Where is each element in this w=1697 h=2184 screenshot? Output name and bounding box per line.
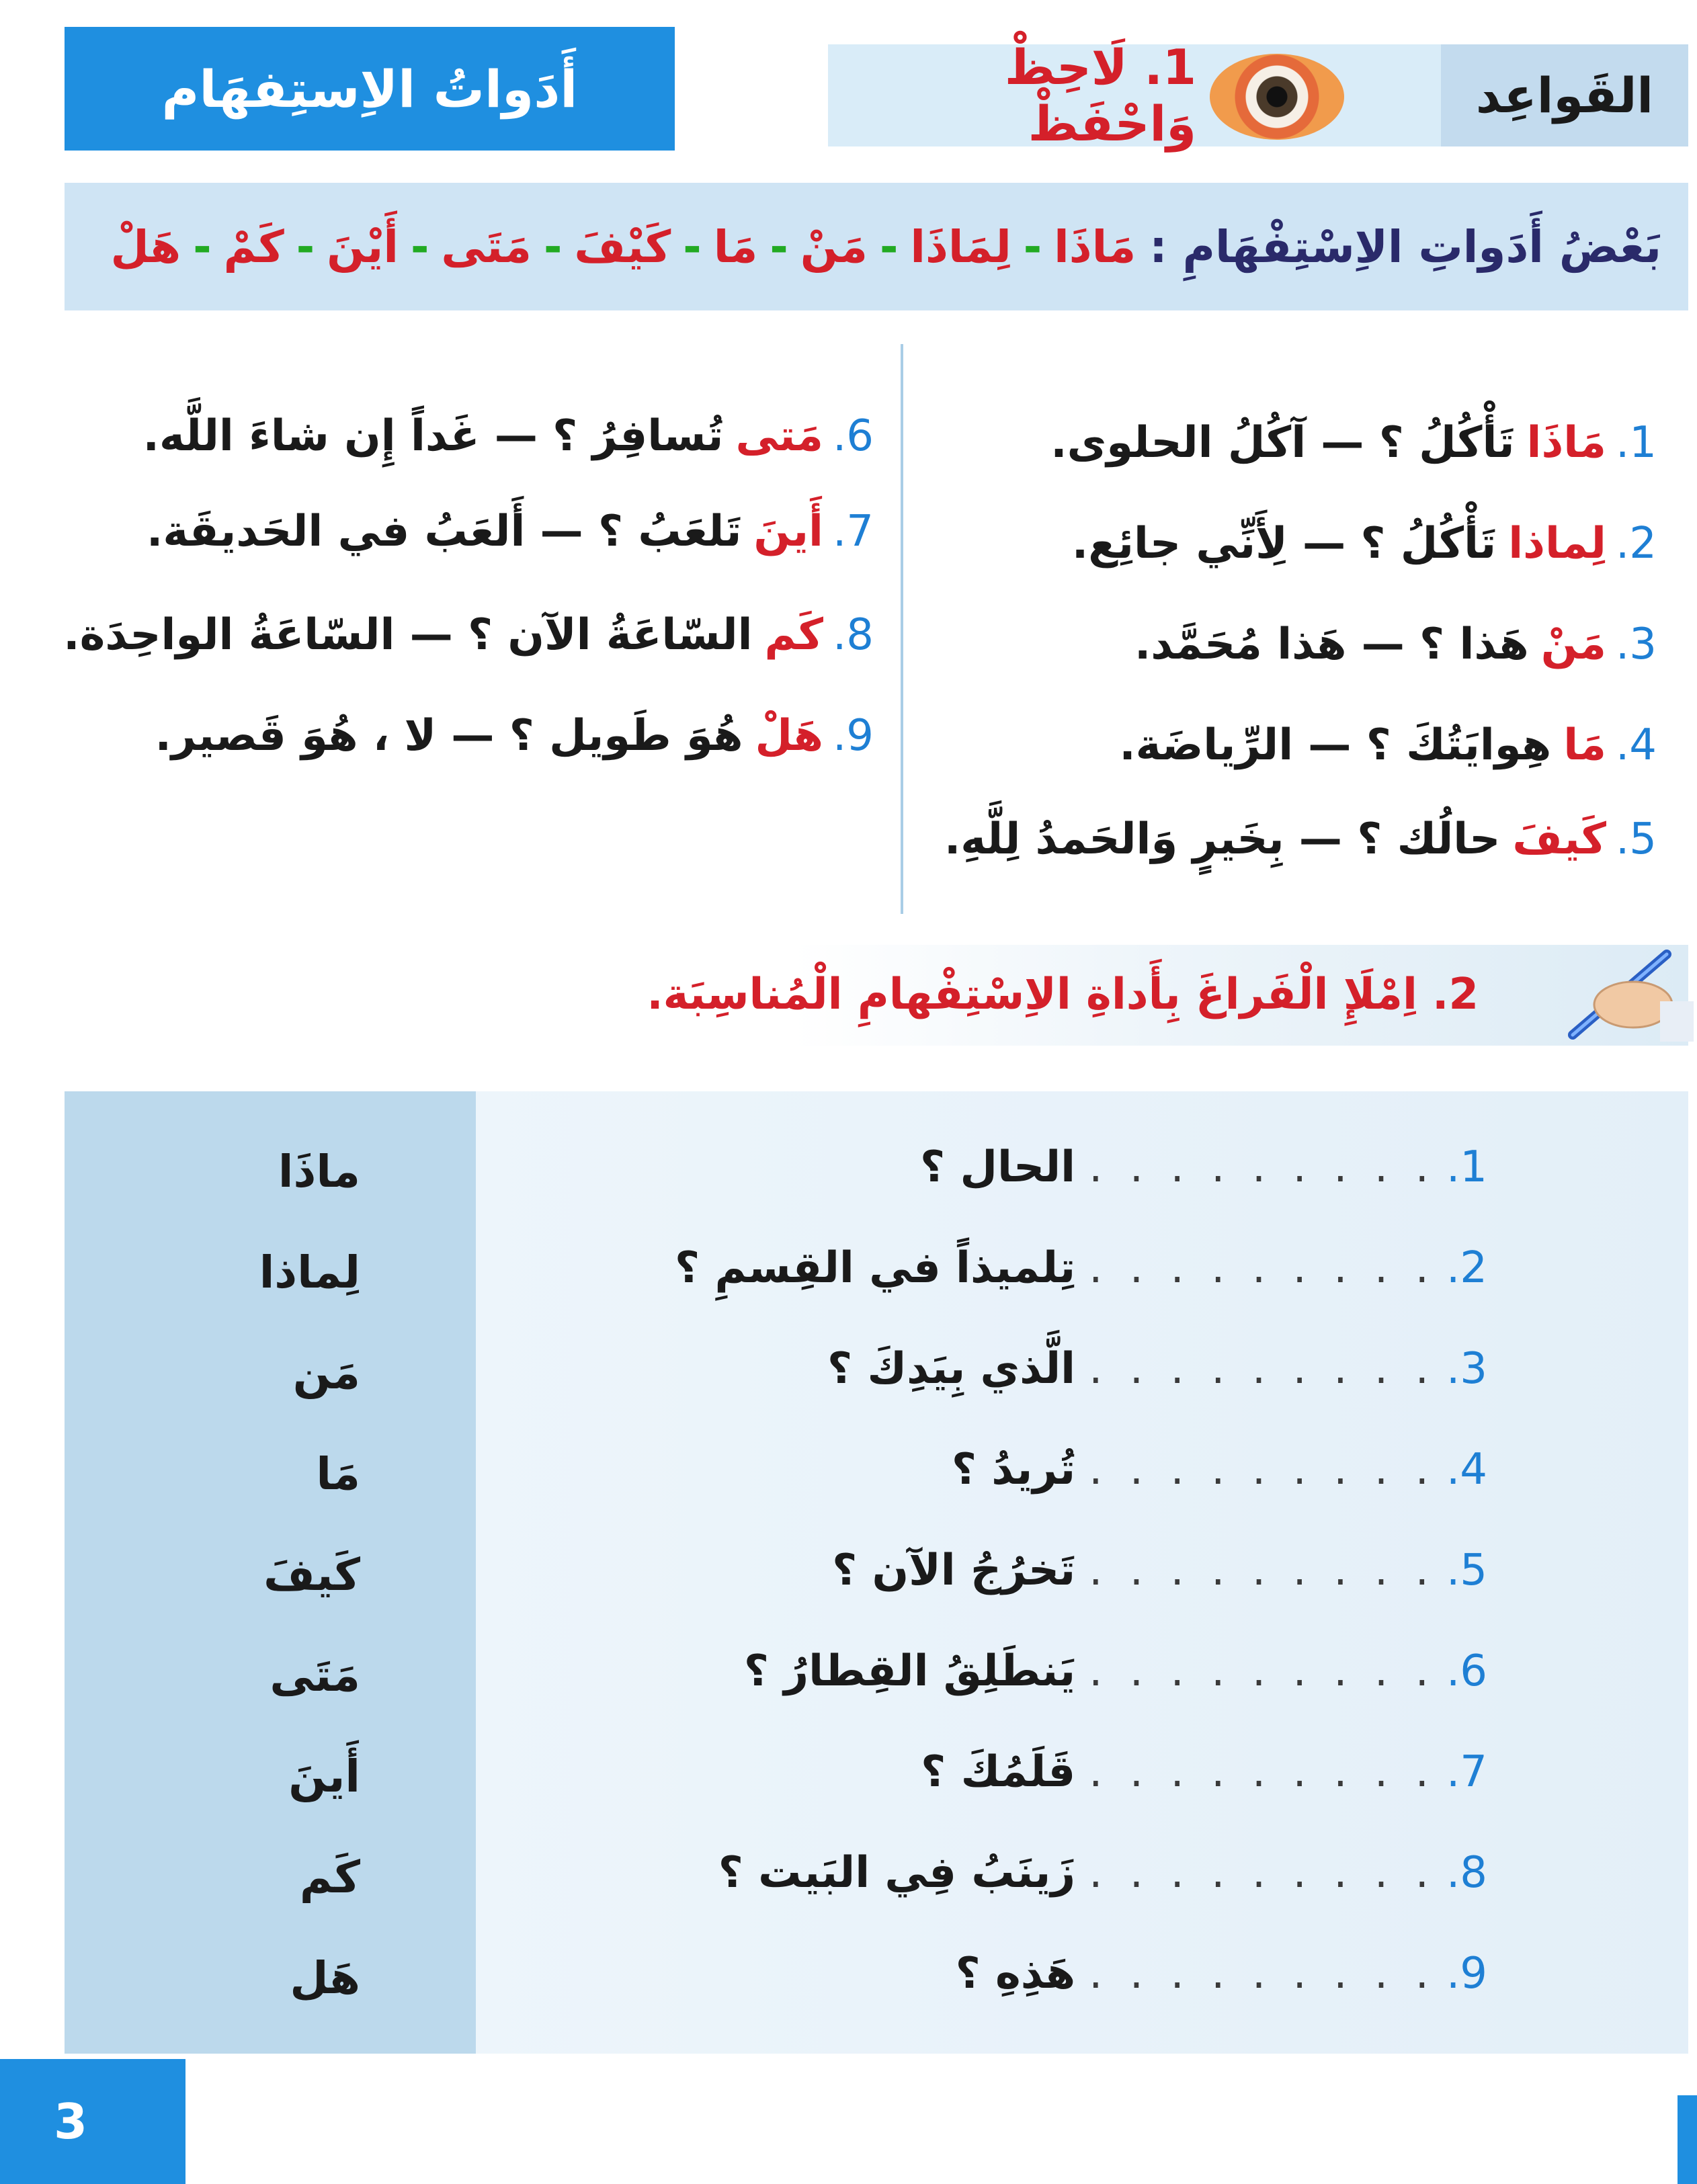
- banner-separator: -: [296, 220, 315, 273]
- word-bank-item: مَتَى: [270, 1649, 360, 1702]
- exercise-question: [744, 1634, 1487, 1708]
- question-text: تَخرُجُ الآن ؟: [832, 1546, 1076, 1595]
- blank-dots[interactable]: . . . . . . . . .: [1089, 1646, 1436, 1696]
- pencil-hand-icon: [1532, 941, 1694, 1048]
- example-question-word: مَاذَا: [1526, 418, 1606, 468]
- exercise-question: [827, 1332, 1487, 1406]
- word-bank-item: كَم: [299, 1851, 360, 1903]
- banner-word: كَمْ: [223, 220, 284, 273]
- banner-separator: -: [683, 220, 702, 273]
- question-number: 2.: [1446, 1243, 1487, 1293]
- banner-separator: -: [770, 220, 788, 273]
- banner-separator: -: [1023, 220, 1042, 273]
- exercise-question: [952, 1433, 1487, 1507]
- example-number: 1.: [1615, 418, 1657, 468]
- banner-separator: -: [410, 220, 429, 273]
- question-number: 1.: [1446, 1142, 1487, 1192]
- question-number: 3.: [1446, 1344, 1487, 1394]
- example-number: 7.: [832, 507, 874, 556]
- example-number: 5.: [1615, 814, 1657, 864]
- banner-word: مَتَى: [441, 220, 532, 273]
- example-text: هَذا ؟ — هَذا مُحَمَّد.: [1134, 620, 1529, 669]
- page-edge-tab: [1678, 2095, 1697, 2184]
- word-bank-item: أَينَ: [288, 1750, 360, 1802]
- example-question-word: هَلْ: [755, 711, 823, 761]
- example-number: 9.: [832, 711, 874, 761]
- section2-title: 2. اِمْلَإِ الْفَراغَ بِأَداةِ الاِسْتِفْهامِ الْمُناسِبَة.: [647, 970, 1479, 1019]
- question-number: 4.: [1446, 1445, 1487, 1495]
- example-number: 3.: [1615, 620, 1657, 669]
- example-text: تَأْكُلُ ؟ — آكُلُ الحلوى.: [1050, 418, 1515, 468]
- example-text: تَأْكُلُ ؟ — لِأَنِّي جائِع.: [1071, 519, 1497, 569]
- rules-label: القَواعِد: [1441, 44, 1688, 146]
- example-text: حالُك ؟ — بِخَيرٍ وَالحَمدُ لِلَّهِ.: [944, 814, 1501, 864]
- banner-word: أَيْنَ: [327, 220, 399, 273]
- banner-word: هَلْ: [110, 220, 181, 273]
- example-text: هِوايَتُكَ ؟ — الرِّياضَة.: [1119, 720, 1552, 770]
- example-number: 6.: [832, 411, 874, 461]
- question-text: الحال ؟: [920, 1142, 1076, 1192]
- example-text: السّاعَةُ الآن ؟ — السّاعَةُ الواحِدَة.: [63, 610, 753, 660]
- blank-dots[interactable]: . . . . . . . . .: [1089, 1344, 1436, 1394]
- example-text: هُوَ طَويل ؟ — لا ، هُوَ قَصير.: [155, 711, 743, 761]
- blank-dots[interactable]: . . . . . . . . .: [1089, 1747, 1436, 1797]
- exercise-question: [920, 1130, 1487, 1204]
- example-item: [147, 495, 874, 569]
- example-item: [1072, 507, 1657, 581]
- exercise-question: [956, 1937, 1487, 2011]
- example-question-word: مَتى: [735, 411, 823, 461]
- example-question-word: كَيفَ: [1512, 814, 1606, 864]
- blank-dots[interactable]: . . . . . . . . .: [1089, 1848, 1436, 1898]
- example-item: [944, 802, 1657, 876]
- word-bank-item: مَا: [316, 1447, 360, 1500]
- example-item: [143, 399, 874, 473]
- example-question-word: كَم: [764, 610, 823, 660]
- exercise-question: [675, 1231, 1487, 1305]
- banner-word: كَيْفَ: [574, 220, 671, 273]
- example-item: [155, 699, 874, 773]
- banner-word: مَنْ: [800, 220, 868, 273]
- example-item: [1134, 607, 1657, 681]
- blank-dots[interactable]: . . . . . . . . .: [1089, 1142, 1436, 1192]
- example-number: 2.: [1615, 519, 1657, 569]
- question-text: قَلَمُكَ ؟: [921, 1747, 1076, 1797]
- example-question-word: مَا: [1563, 720, 1606, 770]
- example-item: [1050, 406, 1657, 480]
- example-item: [63, 598, 874, 672]
- banner-word: مَاذَا: [1054, 220, 1136, 273]
- banner-word: مَا: [713, 220, 758, 273]
- question-number: 9.: [1446, 1949, 1487, 1999]
- banner-word: لِمَاذَا: [910, 220, 1011, 273]
- example-text: تَلعَبُ ؟ — أَلعَبُ في الحَديقَة.: [147, 507, 742, 556]
- word-bank-item: هَل: [290, 1951, 360, 2004]
- exercise-question: [832, 1534, 1487, 1607]
- question-text: هَذِهِ ؟: [955, 1949, 1076, 1999]
- example-number: 8.: [832, 610, 874, 660]
- question-number: 5.: [1446, 1546, 1487, 1595]
- question-number: 8.: [1446, 1848, 1487, 1898]
- blank-dots[interactable]: . . . . . . . . .: [1089, 1949, 1436, 1999]
- eye-icon: [1210, 54, 1344, 140]
- word-bank-item: مَن: [292, 1347, 360, 1399]
- example-item: [1119, 708, 1657, 782]
- banner-separator: -: [543, 220, 563, 273]
- example-number: 4.: [1615, 720, 1657, 770]
- column-divider: [901, 344, 903, 914]
- example-question-word: مَنْ: [1540, 620, 1606, 669]
- page-number: 3: [0, 2059, 185, 2184]
- banner-separator: -: [193, 220, 212, 273]
- question-text: زَينَبُ فِي البَيت ؟: [718, 1848, 1076, 1898]
- question-text: تِلميذاً في القِسمِ ؟: [675, 1243, 1076, 1293]
- question-text: تُريدُ ؟: [951, 1445, 1076, 1495]
- banner-lead: بَعْضُ أَدَواتِ الاِسْتِفْهَامِ :: [1149, 220, 1661, 273]
- word-bank-item: ماذَا: [278, 1145, 360, 1198]
- blank-dots[interactable]: . . . . . . . . .: [1089, 1445, 1436, 1495]
- example-text: تُسافِرُ ؟ — غَداً إِن شاءَ اللَّه.: [142, 411, 724, 461]
- question-number: 6.: [1446, 1646, 1487, 1696]
- blank-dots[interactable]: . . . . . . . . .: [1089, 1243, 1436, 1293]
- section1-title: 1. لَاحِظْ وَاحْفَظْ: [1004, 39, 1196, 152]
- word-bank-item: لِماذا: [259, 1246, 360, 1298]
- question-text: يَنطَلِقُ القِطارُ ؟: [743, 1646, 1076, 1696]
- question-number: 7.: [1446, 1747, 1487, 1797]
- blank-dots[interactable]: . . . . . . . . .: [1089, 1546, 1436, 1595]
- word-bank-item: كَيفَ: [263, 1548, 360, 1601]
- exercise-question: [921, 1735, 1487, 1809]
- example-question-word: لِماذا: [1508, 519, 1606, 569]
- question-text: الَّذي بِيَدِكَ ؟: [827, 1344, 1076, 1394]
- topic-title: أَدَواتُ الاِستِفهَام: [65, 27, 675, 151]
- banner-separator: -: [880, 220, 899, 273]
- exercise-question: [718, 1836, 1487, 1910]
- example-question-word: أَينَ: [753, 507, 823, 556]
- question-words-banner: [65, 183, 1688, 310]
